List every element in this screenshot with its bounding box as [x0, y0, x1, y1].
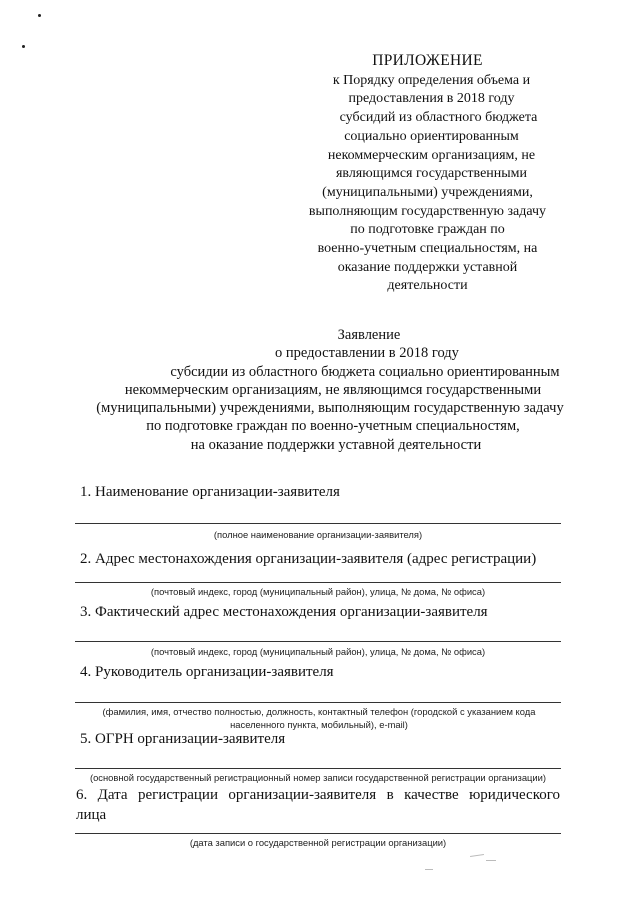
- hint-ogrn: (основной государственный регистрационный номер записи государственной регистрации организации): [89, 772, 547, 783]
- item-organization-name: 1. Наименование организации-заявителя: [80, 484, 340, 500]
- item-registration-date-continued: лица: [76, 807, 107, 823]
- appendix-line: оказание поддержки уставной: [337, 259, 518, 275]
- title-line: на оказание поддержки уставной деятельности: [190, 436, 482, 453]
- scan-mark: [425, 869, 433, 870]
- title-line: о предоставлении в 2018 году: [275, 345, 459, 362]
- title-line: Заявление: [337, 327, 401, 343]
- fill-line-organization-name[interactable]: [75, 523, 561, 524]
- appendix-line: являющимся государственными: [335, 166, 528, 182]
- appendix-line: выполняющим государственную задачу: [308, 203, 547, 219]
- item-registration-date: 6. Дата регистрации организации-заявителя в качестве юридического: [76, 787, 560, 803]
- title-line: некоммерческим организациям, не являющимся государственными: [124, 381, 542, 398]
- appendix-line: субсидий из областного бюджета: [339, 110, 538, 126]
- appendix-line: социально ориентированным: [344, 128, 519, 144]
- hint-registration-date: (дата записи о государственной регистрации организации): [189, 837, 447, 848]
- appendix-line: (муниципальными) учреждениями,: [322, 184, 533, 200]
- scan-speck: [22, 45, 25, 48]
- item-head-of-organization: 4. Руководитель организации-заявителя: [80, 664, 334, 680]
- fill-line-registration-date[interactable]: [75, 833, 561, 834]
- item-ogrn: 5. ОГРН организации-заявителя: [80, 731, 286, 747]
- fill-line-head-of-organization[interactable]: [75, 702, 561, 703]
- appendix-header: ПРИЛОЖЕНИЕ: [372, 52, 483, 69]
- fill-line-registration-address[interactable]: [75, 582, 561, 583]
- appendix-line: деятельности: [387, 278, 468, 294]
- title-line: (муниципальными) учреждениями, выполняющим государственную задачу: [96, 400, 564, 417]
- fill-line-actual-address[interactable]: [75, 641, 561, 642]
- fill-line-ogrn[interactable]: [75, 768, 561, 769]
- hint-actual-address: (почтовый индекс, город (муниципальный район), улица, № дома, № офиса): [150, 646, 486, 657]
- appendix-block: [290, 52, 565, 296]
- item-registration-address: 2. Адрес местонахождения организации-заявителя (адрес регистрации): [80, 551, 537, 567]
- hint-head-of-organization: (фамилия, имя, отчество полностью, должность, контактный телефон (городской с указанием кода населенного пункта, мобильный), e-mail): [102, 706, 536, 730]
- hint-organization-name: (полное наименование организации-заявителя): [213, 529, 423, 540]
- document-title: [60, 326, 600, 454]
- scan-mark: [486, 860, 496, 861]
- appendix-line: по подготовке граждан по: [350, 222, 505, 238]
- scan-speck: [38, 14, 41, 17]
- appendix-line: к Порядку определения объема и: [332, 72, 531, 88]
- item-actual-address: 3. Фактический адрес местонахождения организации-заявителя: [80, 604, 488, 620]
- hint-registration-address: (почтовый индекс, город (муниципальный район), улица, № дома, № офиса): [150, 586, 486, 597]
- appendix-line: военно-учетным специальностям, на: [317, 241, 538, 257]
- appendix-line: некоммерческим организациям, не: [327, 147, 536, 163]
- title-line: субсидии из областного бюджета социально ориентированным: [170, 363, 560, 380]
- appendix-line: предоставления в 2018 году: [348, 91, 515, 107]
- scan-mark: [470, 854, 484, 857]
- title-line: по подготовке граждан по военно-учетным специальностям,: [146, 418, 520, 435]
